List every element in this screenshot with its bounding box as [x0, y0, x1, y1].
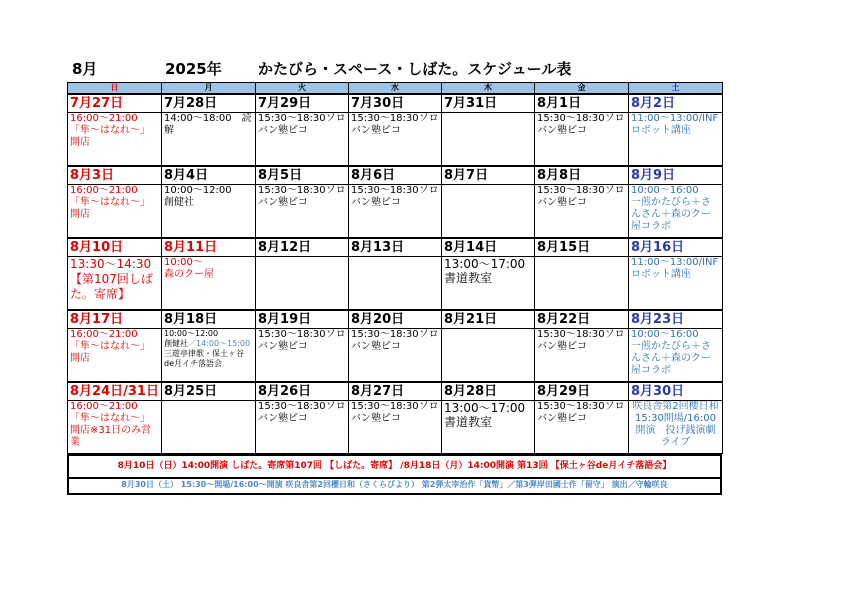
event-cell: 16:00～21:00 「隼～はなれ～」開店 [68, 113, 162, 167]
event-cell: 15:30～18:30ソロバン塾ピコ [349, 113, 442, 167]
month-label: 8月 [72, 60, 98, 78]
event-time-extra: ／14:00～15:00 [188, 339, 251, 348]
date-cell: 7月30日 [349, 94, 442, 113]
event-cell: 13:00～17:00 書道教室 [442, 401, 535, 454]
event-cell: 14:00～18:00 読解 [162, 113, 256, 167]
date-cell: 8月12日 [256, 238, 349, 257]
date-cell: 8月30日 [629, 382, 723, 401]
event-cell: 15:30～18:30ソロバン塾ピコ [349, 401, 442, 454]
event-row [68, 257, 723, 311]
event-cell: 15:30～18:30ソロバン塾ピコ [256, 113, 349, 167]
event-cell [256, 257, 349, 311]
venue-schedule-name: かたびら・スペース・しばた。スケジュール表 [258, 60, 572, 78]
event-time: 10:00～12:00 [164, 329, 219, 338]
event-cell: 16:00～21:00 「隼～はなれ～」開店※31日のみ営業 [68, 401, 162, 454]
date-cell: 8月10日 [68, 238, 162, 257]
event-cell [442, 329, 535, 383]
date-cell: 8月11日 [162, 238, 256, 257]
weekday-sat: 土 [629, 83, 723, 95]
date-cell: 8月19日 [256, 310, 349, 329]
date-cell: 8月4日 [162, 166, 256, 185]
event-cell: 16:00～21:00 「隼～はなれ～」開店 [68, 185, 162, 239]
date-cell: 8月18日 [162, 310, 256, 329]
event-row [68, 329, 723, 383]
event-cell: 10:00～12:00 創健社 [162, 185, 256, 239]
event-cell: 咲良舎第2回櫻日和15:30開場/16:00開演 投げ銭演劇ライブ [629, 401, 723, 454]
date-cell: 8月17日 [68, 310, 162, 329]
event-cell: 15:30～18:30ソロバン塾ピコ [256, 329, 349, 383]
event-row [68, 113, 723, 167]
date-cell: 8月13日 [349, 238, 442, 257]
date-cell: 8月15日 [535, 238, 629, 257]
date-row [68, 238, 723, 257]
date-cell: 8月6日 [349, 166, 442, 185]
date-cell: 8月14日 [442, 238, 535, 257]
schedule-title [70, 58, 722, 80]
date-row [68, 166, 723, 185]
event-cell: 15:30～18:30ソロバン塾ピコ [349, 185, 442, 239]
date-cell: 7月28日 [162, 94, 256, 113]
date-cell: 8月27日 [349, 382, 442, 401]
event-note-rakugo: 8月10日（日）14:00開演 しばた。寄席第107回 【しばた。寄席】 /8月18日（月）14:00開演 第13回 【保土ヶ谷de月イチ落語会】 [67, 454, 722, 479]
event-line [164, 339, 253, 349]
date-cell: 8月16日 [629, 238, 723, 257]
event-cell [162, 329, 256, 383]
event-cell: 11:00～13:00/INFロボット講座 [629, 113, 723, 167]
event-cell: 13:30～14:30【第107回しばた。寄席】 [68, 257, 162, 311]
event-cell [442, 185, 535, 239]
weekday-sun: 日 [68, 83, 162, 95]
date-cell: 8月26日 [256, 382, 349, 401]
event-cell: 10:00～ 森のクー屋 [162, 257, 256, 311]
event-cell: 15:30～18:30ソロバン塾ピコ [535, 401, 629, 454]
weekday-tue: 火 [256, 83, 349, 95]
event-org: 創健社 [164, 339, 188, 348]
event-title: 三遊亭律歌・保土ヶ谷de月イチ落語会 [164, 349, 244, 368]
weekday-fri: 金 [535, 83, 629, 95]
event-cell: 15:30～18:30ソロバン塾ピコ [535, 329, 629, 383]
date-cell: 8月22日 [535, 310, 629, 329]
event-cell: 16:00～21:00 「隼～はなれ～」開店 [68, 329, 162, 383]
event-cell: 15:30～18:30ソロバン塾ピコ [256, 401, 349, 454]
event-cell: 15:30～18:30ソロバン塾ピコ [535, 113, 629, 167]
date-row [68, 382, 723, 401]
event-cell: 13:00～17:00 書道教室 [442, 257, 535, 311]
event-cell [162, 401, 256, 454]
event-cell [535, 257, 629, 311]
date-cell: 8月20日 [349, 310, 442, 329]
event-cell: 10:00～16:00 一煎かたびら＋さんさん＋森のクー屋コラボ [629, 185, 723, 239]
event-cell: 11:00～13:00/INFロボット講座 [629, 257, 723, 311]
event-row [68, 401, 723, 454]
calendar-table [67, 82, 723, 454]
weekday-mon: 月 [162, 83, 256, 95]
event-row [68, 185, 723, 239]
date-cell: 8月8日 [535, 166, 629, 185]
date-cell: 8月1日 [535, 94, 629, 113]
event-cell [442, 113, 535, 167]
date-cell: 8月5日 [256, 166, 349, 185]
weekday-header-row [68, 83, 723, 95]
event-cell: 10:00～16:00 一煎かたびら＋さんさん＋森のクー屋コラボ [629, 329, 723, 383]
weekday-wed: 水 [349, 83, 442, 95]
weekday-thu: 木 [442, 83, 535, 95]
date-cell: 8月7日 [442, 166, 535, 185]
event-note-theatre: 8月30日（土） 15:30～開場/16:00～開演 咲良舎第2回櫻日和（さくらびより） 第2弾太宰治作「貨幣」／第3弾岸田國士作「留守」 演出／守輪咲良 [67, 477, 722, 495]
date-row [68, 310, 723, 329]
date-cell: 8月29日 [535, 382, 629, 401]
date-cell: 8月28日 [442, 382, 535, 401]
event-cell [349, 257, 442, 311]
date-cell: 8月24日/31日 [68, 382, 162, 401]
date-cell: 8月21日 [442, 310, 535, 329]
date-cell: 7月31日 [442, 94, 535, 113]
date-cell: 7月29日 [256, 94, 349, 113]
year-label: 2025年 [165, 60, 222, 78]
date-row [68, 94, 723, 113]
date-cell: 8月25日 [162, 382, 256, 401]
date-cell: 8月23日 [629, 310, 723, 329]
event-cell: 15:30～18:30ソロバン塾ピコ [256, 185, 349, 239]
event-cell: 15:30～18:30ソロバン塾ピコ [349, 329, 442, 383]
date-cell: 7月27日 [68, 94, 162, 113]
date-cell: 8月9日 [629, 166, 723, 185]
date-cell: 8月3日 [68, 166, 162, 185]
event-cell: 15:30～18:30ソロバン塾ピコ [535, 185, 629, 239]
date-cell: 8月2日 [629, 94, 723, 113]
